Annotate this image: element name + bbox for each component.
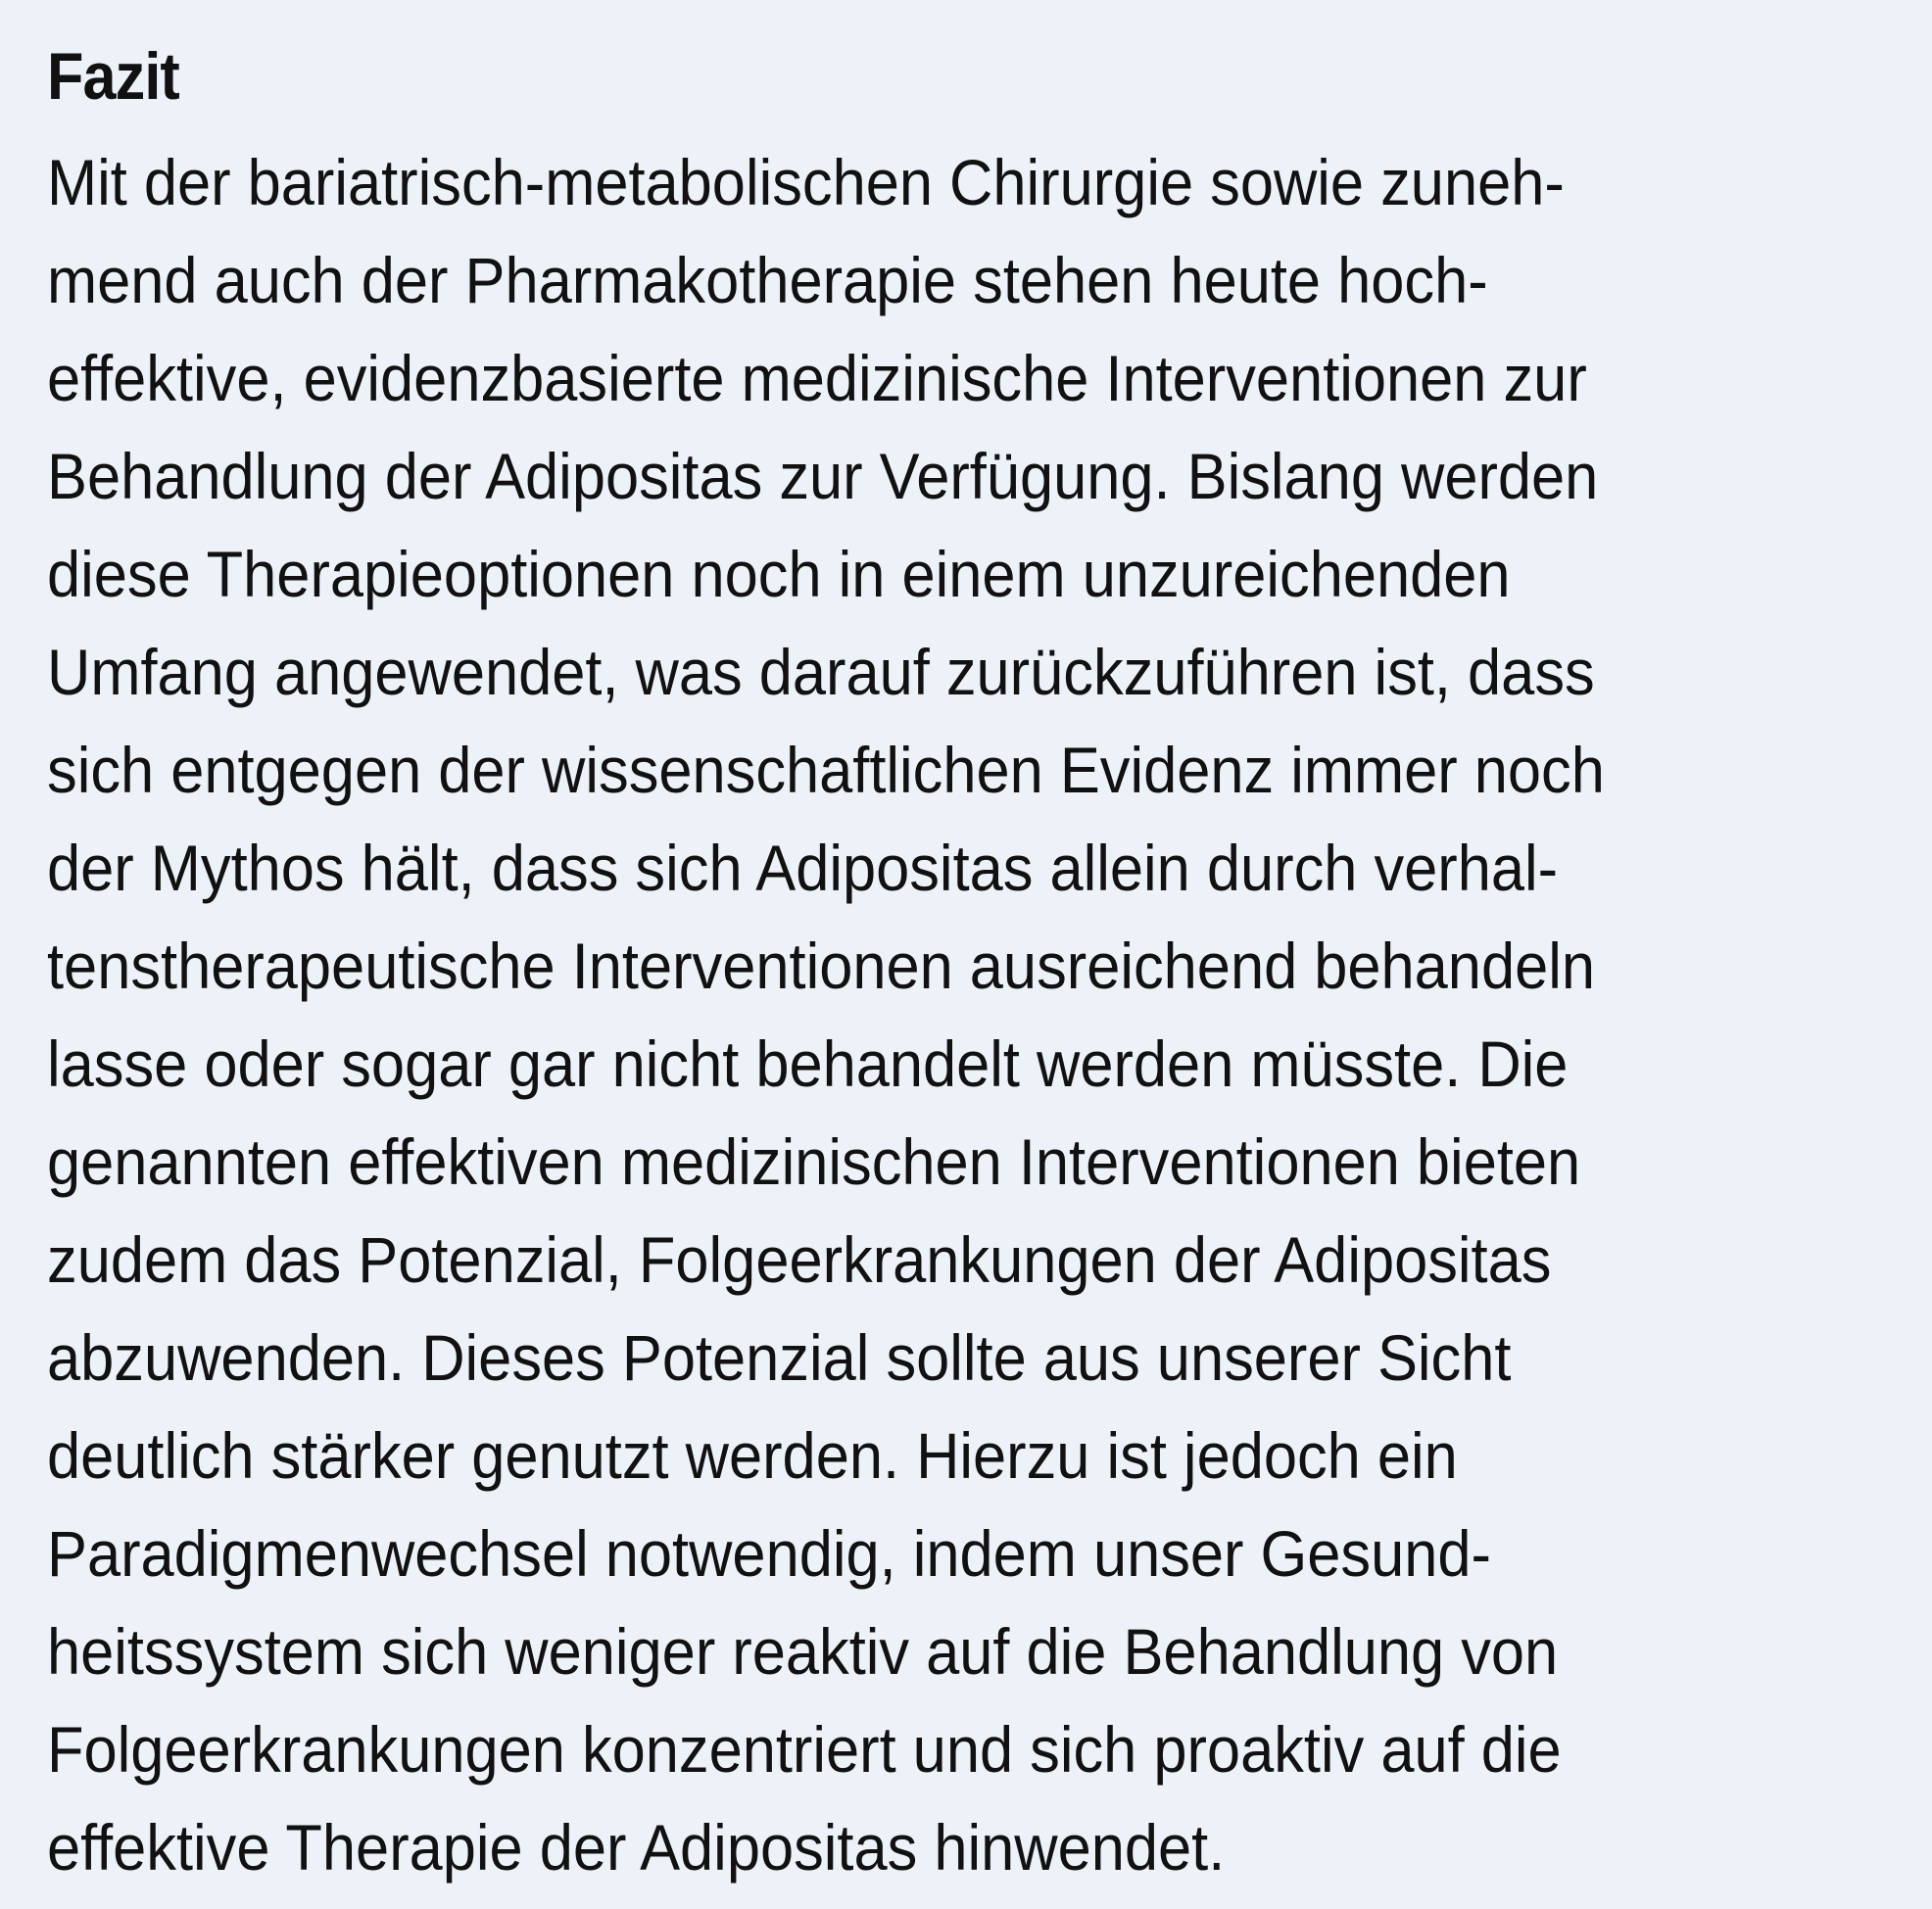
text-line: lasse oder sogar gar nicht behandelt werden müsste. Die	[47, 1027, 1569, 1100]
text-line: deutlich stärker genutzt werden. Hierzu ist jedoch ein	[47, 1419, 1458, 1492]
text-line: zudem das Potenzial, Folgeerkrankungen der Adipositas	[47, 1223, 1552, 1296]
text-line: tenstherapeutische Interventionen ausreichend behandeln	[47, 930, 1595, 1002]
text-line: genannten effektiven medizinischen Interventionen bieten	[47, 1125, 1581, 1198]
text-line: Behandlung der Adipositas zur Verfügung. Bislang werden	[47, 440, 1599, 512]
text-line: diese Therapieoptionen noch in einem unzureichenden	[47, 538, 1511, 610]
text-line: der Mythos hält, dass sich Adipositas allein durch verhal-	[47, 832, 1559, 904]
text-line: effektive, evidenzbasierte medizinische Interventionen zur	[47, 342, 1587, 414]
body-text	[47, 133, 1885, 1896]
text-line: heitssystem sich weniger reaktiv auf die Behandlung von	[47, 1615, 1559, 1688]
text-line: Folgeerkrankungen konzentriert und sich proaktiv auf die	[47, 1713, 1562, 1786]
text-line: abzuwenden. Dieses Potenzial sollte aus unserer Sicht	[47, 1321, 1512, 1394]
text-line: Umfang angewendet, was darauf zurückzuführen ist, dass	[47, 636, 1595, 708]
text-line: Paradigmenwechsel notwendig, indem unser Gesund-	[47, 1517, 1491, 1590]
text-line: mend auch der Pharmakotherapie stehen heute hoch-	[47, 244, 1488, 316]
text-line: sich entgegen der wissenschaftlichen Evidenz immer noch	[47, 734, 1605, 806]
text-line: effektive Therapie der Adipositas hinwendet.	[47, 1811, 1226, 1884]
section-heading: Fazit	[47, 39, 179, 114]
text-line: Mit der bariatrisch-metabolischen Chirurgie sowie zuneh-	[47, 146, 1565, 218]
